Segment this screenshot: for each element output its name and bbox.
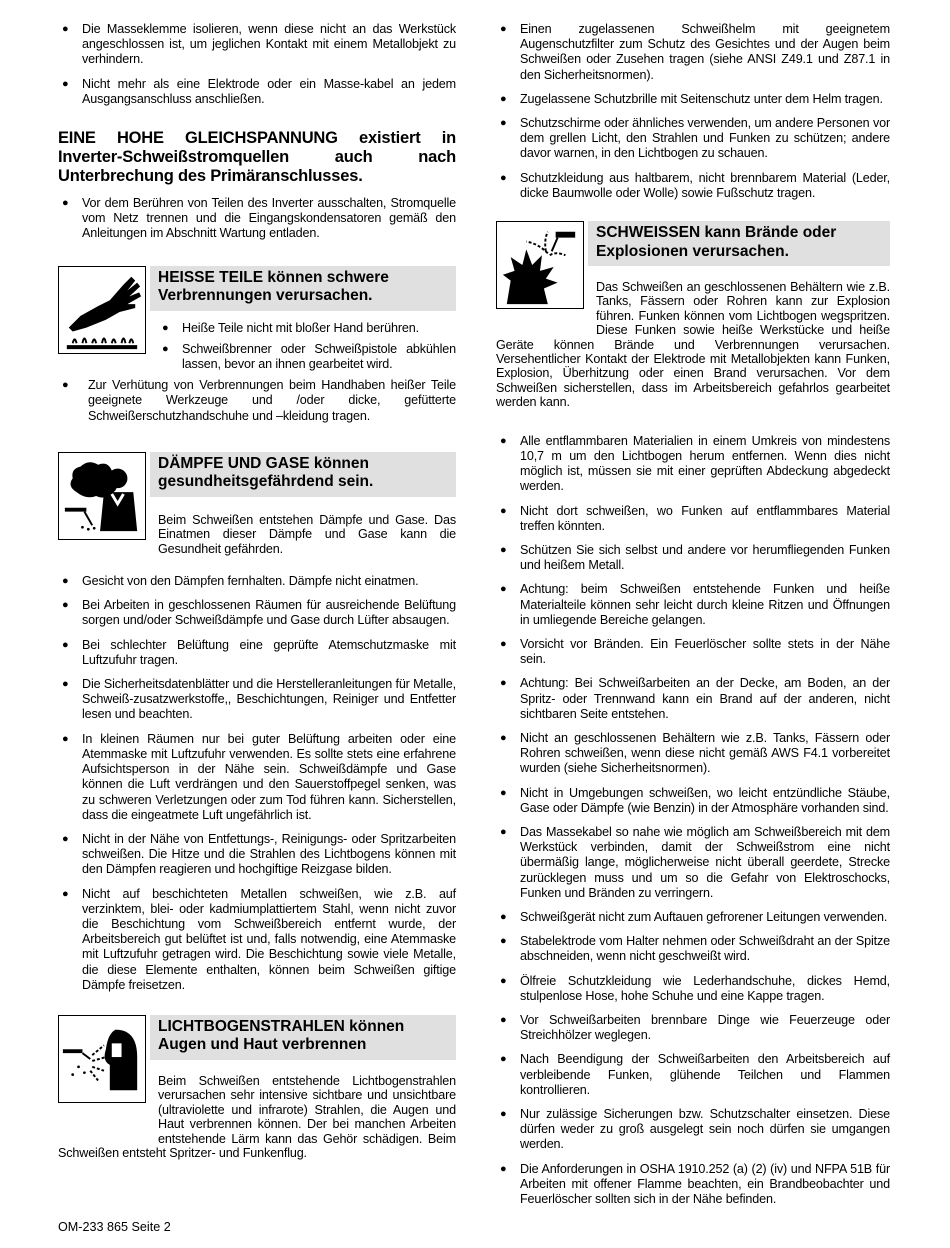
list-item: ● Nur zulässige Sicherungen bzw. Schutzschalter einsetzen. Diese dürfen weder zu groß ausgelegt sein noch dürfen sie umgangen werden. bbox=[496, 1107, 890, 1153]
list-item: ● Nicht auf beschichteten Metallen schweißen, wie z.B. auf verzinktem, blei- oder kadmiumplattiertem Stahl, wenn nicht zuvor die Beschichtung vom Schweißbereich entfernt wurde, der Arbeitsbereich gut belüftet ist und, falls notwendig, eine Atemmaske mit Luftzufuhr getragen wird. Die Beschichtung sowie viele Metalle, die diese Elemente enthalten, können beim Schweißen giftige Dämpfe freisetzen. bbox=[58, 887, 456, 993]
list-item: ● Die Anforderungen in OSHA 1910.252 (a) (2) (iv) und NFPA 51B für Arbeiten mit offener Flamme beachten, ein Brandbeobachter und Feuerlöscher sollten sich in der Nähe befinden. bbox=[496, 1162, 890, 1208]
list-item: ● Schutzkleidung aus haltbarem, nicht brennbarem Material (Leder, dicke Baumwolle oder Wolle) sowie Fußschutz tragen. bbox=[496, 171, 890, 201]
list-item: ● Nicht dort schweißen, wo Funken auf entflammbares Material treffen könnten. bbox=[496, 504, 890, 534]
list-item: ● Nach Beendigung der Schweißarbeiten den Arbeitsbereich auf verbleibende Funken, glühende Teilchen und Flammen kontrollieren. bbox=[496, 1052, 890, 1098]
fire-bullet-list bbox=[496, 434, 890, 1208]
list-item: ● Gesicht von den Dämpfen fernhalten. Dämpfe nicht einatmen. bbox=[58, 574, 456, 589]
fire-explosion-sparks-icon bbox=[496, 221, 584, 309]
right-top-bullet-list bbox=[496, 22, 890, 201]
list-item: ● Stabelektrode vom Halter nehmen oder Schweißdraht an der Spitze abschneiden, wenn nicht geschweißt wird. bbox=[496, 934, 890, 964]
fire-section bbox=[496, 221, 890, 1207]
hot-parts-outer-list bbox=[58, 378, 456, 424]
list-item: ● Einen zugelassenen Schweißhelm mit geeignetem Augenschutzfilter zum Schutz des Gesichtes und der Augen beim Schweißen oder Zusehen tragen (siehe ANSI Z49.1 und Z87.1 in den Sicherheitsnormen). bbox=[496, 22, 890, 83]
list-item: ● Ölfreie Schutzkleidung wie Lederhandschuhe, dickes Hemd, stulpenlose Hose, hohe Schuhe und eine Kappe tragen. bbox=[496, 974, 890, 1004]
dc-voltage-bullet-list bbox=[58, 196, 456, 242]
arc-rays-title: LICHTBOGENSTRAHLEN können Augen und Haut verbrennen bbox=[150, 1015, 456, 1060]
list-item: ● Das Massekabel so nahe wie möglich am Schweißbereich mit dem Werkstück verbinden, damit der Schweißstrom eine nicht übermäßig lange, möglicherweise nicht überall geerdete, Strecke zurücklegen muss und um so die Gefahr von Elektroschocks, Funken und Bränden zu verringern. bbox=[496, 825, 890, 901]
list-item: ● Zugelassene Schutzbrille mit Seitenschutz unter dem Helm tragen. bbox=[496, 92, 890, 107]
right-column bbox=[496, 22, 890, 1216]
fumes-breathing-icon bbox=[58, 452, 146, 540]
fire-title: SCHWEISSEN kann Brände oder Explosionen verursachen. bbox=[588, 221, 890, 266]
hot-parts-title: HEISSE TEILE können schwere Verbrennungen verursachen. bbox=[150, 266, 456, 311]
fumes-section bbox=[58, 452, 456, 993]
page-footer: OM-233 865 Seite 2 bbox=[58, 1220, 171, 1234]
arc-rays-intro: Beim Schweißen entstehende Lichtbogenstrahlen verursachen sehr intensive sichtbare und unsichtbare (ultraviolette und infrarote) Strahlen, die Augen und Haut verbrennen können. Der bei manchen Arbeiten entstehende Lärm kann das Gehör schädigen. Beim Schweißen entsteht Spritzer- und Funkenflug. bbox=[58, 1073, 456, 1160]
list-item: ● In kleinen Räumen nur bei guter Belüftung arbeiten oder eine Atemmaske mit Luftzufuhr verwenden. Es sollte stets eine erfahrene Aufsichtsperson in der Nähe sein. Schweißdämpfe und Gase können die Luft verdrängen und den Sauerstoffpegel senken, was zu schweren Verletzungen oder zum Tod führen kann. Sicherstellen, dass die eingeatmete Luft ungefährlich ist. bbox=[58, 732, 456, 823]
list-item: ● Zur Verhütung von Verbrennungen beim Handhaben heißer Teile geeignete Werkzeuge und /oder dicke, gefütterte Schweißerschutzhandschuhe und –kleidung tragen. bbox=[58, 378, 456, 424]
list-item: ● Vor Schweißarbeiten brennbare Dinge wie Feuerzeuge oder Streichhölzer weglegen. bbox=[496, 1013, 890, 1043]
list-item: ● Schutzschirme oder ähnliches verwenden, um andere Personen vor dem grellen Licht, den Strahlen und Funken zu schützen; andere davor warnen, in den Lichtbogen zu schauen. bbox=[496, 116, 890, 162]
hot-parts-inner-list bbox=[158, 321, 456, 373]
list-item: ● Heiße Teile nicht mit bloßer Hand berühren. bbox=[158, 321, 456, 336]
list-item: ● Die Sicherheitsdatenblätter und die Herstelleranleitungen für Metalle, Schweiß-zusatzwerkstoffe,, Beschichtungen, Reiniger und Entfetter lesen und beachten. bbox=[58, 677, 456, 723]
list-item: ● Die Masseklemme isolieren, wenn diese nicht an das Werkstück angeschlossen ist, um jeglichen Kontakt mit einem Metallobjekt zu verhindern. bbox=[58, 22, 456, 68]
left-column bbox=[58, 22, 456, 1160]
list-item: ● Nicht mehr als eine Elektrode oder ein Masse-kabel an jedem Ausgangsanschluss anschließen. bbox=[58, 77, 456, 107]
list-item: ● Schweißgerät nicht zum Auftauen gefrorener Leitungen verwenden. bbox=[496, 910, 890, 925]
hot-surface-hand-icon bbox=[58, 266, 146, 354]
left-top-bullet-list bbox=[58, 22, 456, 107]
fumes-bullet-list bbox=[58, 574, 456, 993]
list-item: ● Schützen Sie sich selbst und andere vor herumfliegenden Funken und heißem Metall. bbox=[496, 543, 890, 573]
dc-voltage-heading: EINE HOHE GLEICHSPANNUNG existiert in Inverter-Schweißstromquellen auch nach Unterbrechung des Primäranschlusses. bbox=[58, 129, 456, 186]
list-item: ● Bei Arbeiten in geschlossenen Räumen für ausreichende Belüftung sorgen und/oder Schweißdämpfe und Gase durch Lüfter absaugen. bbox=[58, 598, 456, 628]
list-item: ● Bei schlechter Belüftung eine geprüfte Atemschutzmaske mit Luftzufuhr tragen. bbox=[58, 638, 456, 668]
list-item: ● Schweißbrenner oder Schweißpistole abkühlen lassen, bevor an ihnen gearbeitet wird. bbox=[158, 342, 456, 372]
list-item: ● Vorsicht vor Bränden. Ein Feuerlöscher sollte stets in der Nähe sein. bbox=[496, 637, 890, 667]
arc-rays-section bbox=[58, 1015, 456, 1160]
list-item: ● Vor dem Berühren von Teilen des Inverter ausschalten, Stromquelle vom Netz trennen und die Eingangskondensatoren gemäß den Anleitungen im Abschnitt Wartung entladen. bbox=[58, 196, 456, 242]
list-item: ● Nicht an geschlossenen Behältern wie z.B. Tanks, Fässern oder Rohren schweißen, wenn diese nicht gemäß AWS F4.1 vorbereitet wurden (siehe Sicherheitsnormen). bbox=[496, 731, 890, 777]
list-item: ● Achtung: Bei Schweißarbeiten an der Decke, am Boden, an der Spritz- oder Trennwand kann ein Brand auf der anderen, nicht sichtbaren Seite entstehen. bbox=[496, 676, 890, 722]
list-item: ● Achtung: beim Schweißen entstehende Funken und heiße Materialteile können sehr leicht durch kleine Ritzen und Öffnungen in umliegende Bereiche gelangen. bbox=[496, 582, 890, 628]
fumes-intro: Beim Schweißen entstehen Dämpfe und Gase. Das Einatmen dieser Dämpfe und Gase kann die Gesundheit gefährden. bbox=[158, 512, 456, 556]
arc-rays-welding-helmet-icon bbox=[58, 1015, 146, 1103]
list-item: ● Alle entflammbaren Materialien in einem Umkreis von mindestens 10,7 m um den Lichtbogen herum entfernen. Wenn dies nicht möglich ist, müssen sie mit einer geprüften Abdeckung abgedeckt werden. bbox=[496, 434, 890, 495]
fumes-title: DÄMPFE UND GASE können gesundheitsgefährdend sein. bbox=[150, 452, 456, 497]
hot-parts-section bbox=[58, 266, 456, 424]
fire-intro: Das Schweißen an geschlossenen Behältern wie z.B. Tanks, Fässern oder Rohren kann zur Explosion führen. Funken können vom Lichtbogen wegspritzen. Diese Funken sowie heiße Werkstücke und heiße Geräte können Brände und Verbrennungen verursachen. Versehentlicher Kontakt der Elektrode mit Metallobjekten kann Funken, Explosion, Überhitzung oder einen Brand verursachen. Vor dem Schweißen sicherstellen, dass im Arbeitsbereich gefahrlos gearbeitet werden kann. bbox=[496, 280, 890, 410]
list-item: ● Nicht in der Nähe von Entfettungs-, Reinigungs- oder Spritzarbeiten schweißen. Die Hitze und die Strahlen des Lichtbogens können mit den Dämpfen reagieren und hochgiftige Reizgase bilden. bbox=[58, 832, 456, 878]
list-item: ● Nicht in Umgebungen schweißen, wo leicht entzündliche Stäube, Gase oder Dämpfe (wie Benzin) in der Atmosphäre vorhanden sind. bbox=[496, 786, 890, 816]
